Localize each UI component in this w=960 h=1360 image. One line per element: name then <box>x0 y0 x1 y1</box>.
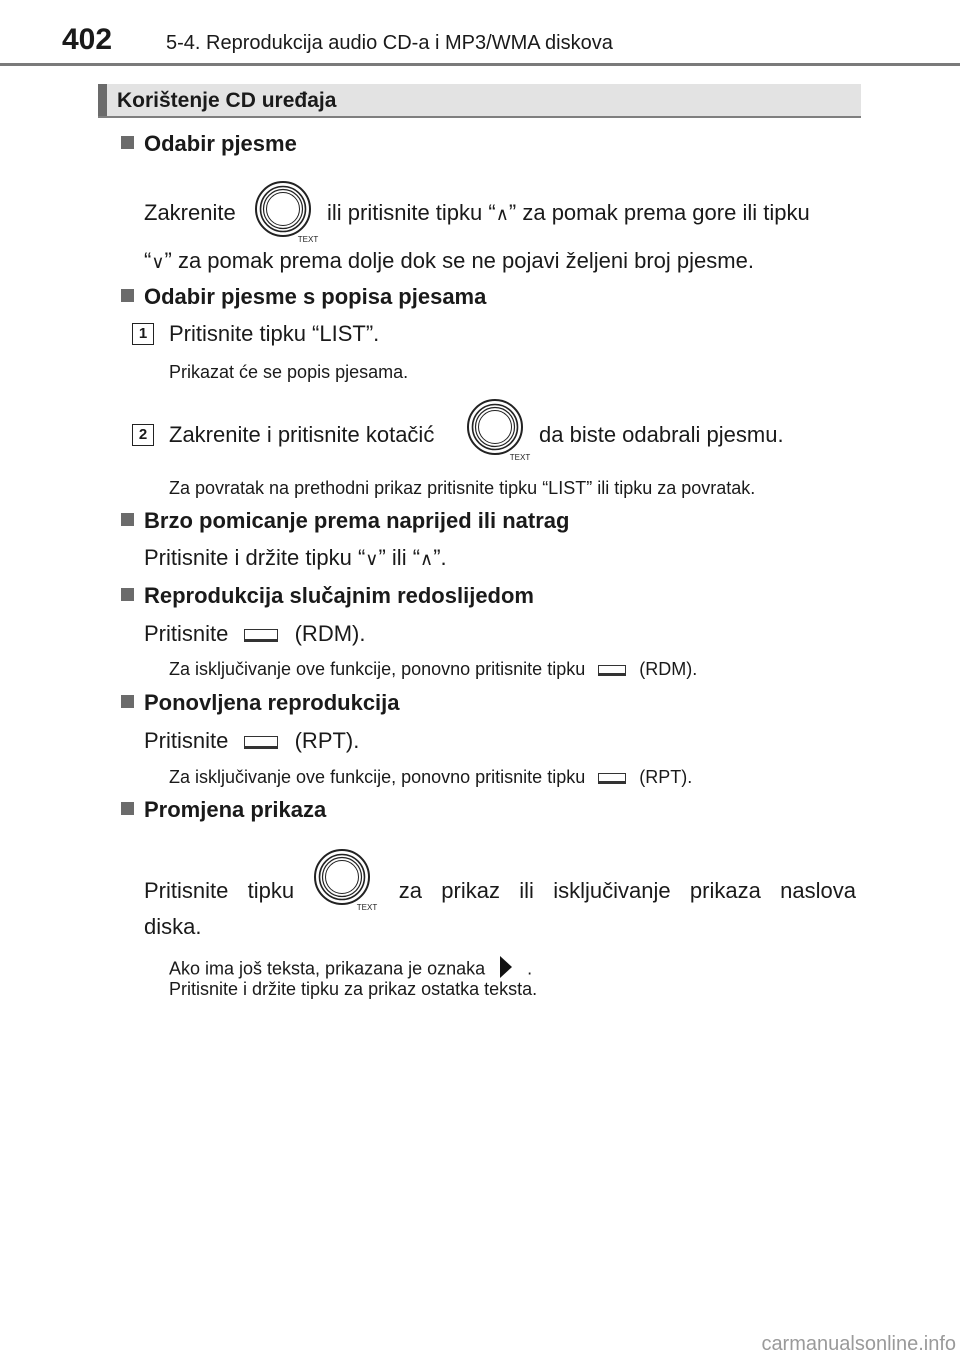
repeat-note <box>169 766 692 788</box>
heading-text: Reprodukcija slučajnim redoslijedom <box>144 583 534 608</box>
down-arrow-symbol: ∨ <box>151 252 165 273</box>
running-title: 5-4. Reprodukcija audio CD-a i MP3/WMA diskova <box>166 32 613 54</box>
text-span: tipku <box>247 878 295 903</box>
bullet-square-icon <box>121 695 134 708</box>
fast-seek-text <box>144 545 447 573</box>
text-span: ” za pomak prema dolje dok se ne pojavi željeni broj pjesme. <box>164 248 754 273</box>
tune-knob-icon <box>466 398 532 464</box>
random-note <box>169 658 697 680</box>
step2-text-a: Zakrenite i pritisnite kotačić <box>169 422 435 447</box>
section-bar-accent <box>98 84 107 116</box>
text-span: prikaza <box>689 878 761 903</box>
text-span: prikaz <box>441 878 500 903</box>
step1-text: Pritisnite tipku “LIST”. <box>169 321 380 346</box>
random-text <box>144 621 365 647</box>
bullet-square-icon <box>121 136 134 149</box>
select-track-line1-a: Zakrenite <box>144 200 236 225</box>
text-span: Za isključivanje ove funkcije, ponovno pritisnite tipku <box>169 767 586 787</box>
text-span: isključivanje <box>553 878 671 903</box>
text-span: Za isključivanje ove funkcije, ponovno pritisnite tipku <box>169 659 586 679</box>
bullet-square-icon <box>121 588 134 601</box>
heading-display-change <box>121 797 326 823</box>
text-span: Pritisnite <box>144 878 229 903</box>
text-span: ” za pomak prema gore ili tipku <box>508 200 810 225</box>
down-arrow-symbol: ∨ <box>365 549 379 570</box>
text-span: za <box>398 878 422 903</box>
watermark: carmanualsonline.info <box>761 1333 956 1355</box>
text-span: (RDM). <box>294 621 366 646</box>
text-span: . <box>527 958 533 979</box>
heading-text: Ponovljena reprodukcija <box>144 690 400 715</box>
text-span: (RPT). <box>294 728 360 753</box>
step2-note: Za povratak na prethodni prikaz pritisnite tipku “LIST” ili tipku za povratak. <box>169 478 756 498</box>
text-span: Pritisnite <box>144 728 229 753</box>
knob-label: TEXT <box>297 235 319 244</box>
heading-select-from-list <box>121 284 486 310</box>
text-span: ili pritisnite tipku “ <box>327 200 496 225</box>
display-change-line2: diska. <box>144 914 202 939</box>
select-track-line1-b <box>327 200 810 228</box>
up-arrow-symbol: ∧ <box>495 204 509 225</box>
text-span: ili <box>519 878 534 903</box>
text-span: Pritisnite <box>144 621 229 646</box>
up-arrow-symbol: ∧ <box>420 549 434 570</box>
knob-label: TEXT <box>509 453 531 462</box>
bullet-square-icon <box>121 289 134 302</box>
heading-text: Odabir pjesme <box>144 131 297 156</box>
text-span: naslova <box>780 878 856 903</box>
text-span: (RDM). <box>639 659 698 679</box>
heading-text: Odabir pjesme s popisa pjesama <box>144 284 487 309</box>
heading-fast-seek <box>121 508 569 534</box>
preset-button-icon <box>598 665 626 676</box>
header-rule <box>0 63 960 66</box>
display-change-line1 <box>144 868 856 914</box>
heading-select-track <box>121 131 297 157</box>
text-span: “ <box>144 248 152 273</box>
text-span: ”. <box>433 545 447 570</box>
text-span: ” ili “ <box>378 545 421 570</box>
step-number-1: 1 <box>132 323 154 345</box>
section-title-bar <box>98 84 861 118</box>
step1-note: Prikazat će se popis pjesama. <box>169 362 409 382</box>
tune-knob-icon <box>313 848 379 914</box>
section-title: Korištenje CD uređaja <box>117 89 337 112</box>
display-change-note2: Pritisnite i držite tipku za prikaz ostatka teksta. <box>169 979 538 999</box>
page-number: 402 <box>62 23 113 56</box>
bullet-square-icon <box>121 513 134 526</box>
text-span: (RPT). <box>639 767 693 787</box>
tune-knob-icon <box>254 180 320 246</box>
text-span: Pritisnite i držite tipku “ <box>144 545 366 570</box>
heading-random <box>121 583 534 609</box>
preset-button-icon <box>244 736 278 749</box>
step2-text-b: da biste odabrali pjesmu. <box>539 422 784 447</box>
preset-button-icon <box>598 773 626 784</box>
bullet-square-icon <box>121 802 134 815</box>
text-span: Ako ima još teksta, prikazana je oznaka <box>169 958 486 979</box>
heading-text: Brzo pomicanje prema naprijed ili natrag <box>144 508 570 533</box>
preset-button-icon <box>244 629 278 642</box>
repeat-text <box>144 728 359 754</box>
step-number-2: 2 <box>132 424 154 446</box>
select-track-line2 <box>144 248 754 276</box>
heading-text: Promjena prikaza <box>144 797 327 822</box>
heading-repeat <box>121 690 400 716</box>
knob-label: TEXT <box>357 903 378 912</box>
